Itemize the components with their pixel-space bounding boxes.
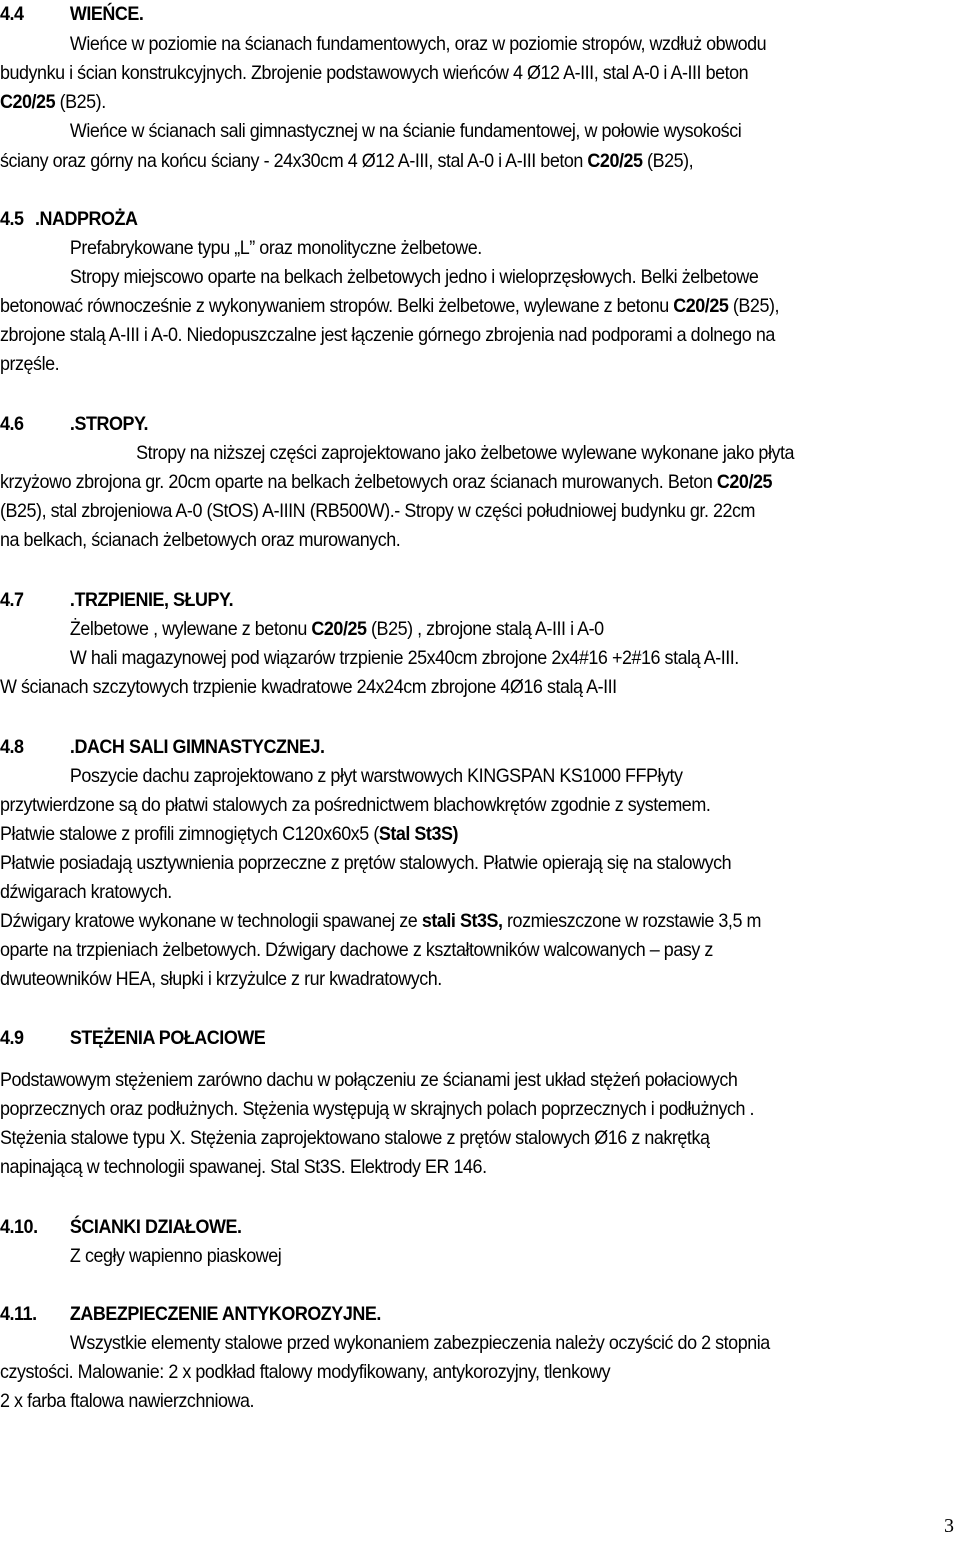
paragraph-line: Podstawowym stężeniem zarówno dachu w połączeniu ze ścianami jest układ stężeń połaciowych	[0, 1069, 738, 1091]
text-span: (B25),	[728, 295, 780, 317]
paragraph-line: czystości. Malowanie: 2 x podkład ftalowy modyfikowany, antykorozyjny, tlenkowy	[0, 1361, 611, 1383]
section-title: ZABEZPIECZENIE ANTYKOROZYJNE.	[69, 1303, 381, 1325]
paragraph-line: W hali magazynowej pod wiązarów trzpienie 25x40cm zbrojone 2x4#16 +2#16 stalą A-III.	[69, 647, 739, 669]
paragraph-line: Płatwie posiadają usztywnienia poprzeczne z prętów stalowych. Płatwie opierają się na stalowych	[0, 852, 732, 874]
text-span: Dźwigary kratowe wykonane w technologii spawanej ze	[0, 910, 422, 932]
paragraph-line: Stropy miejscowo oparte na belkach żelbetowych jedno i wieloprzęsłowych. Belki żelbetowe	[69, 266, 759, 288]
section-number: 4.6	[0, 413, 24, 435]
paragraph-line: napinającą w technologii spawanej. Stal St3S. Elektrody ER 146.	[0, 1156, 487, 1178]
section-title: .TRZPIENIE, SŁUPY.	[69, 589, 234, 611]
section-number: 4.5	[0, 208, 24, 230]
paragraph-line: budynku i ścian konstrukcyjnych. Zbrojenie podstawowych wieńców 4 Ø12 A-III, stal A-0 i A-III beton	[0, 62, 749, 84]
paragraph-line: przęśle.	[0, 353, 60, 375]
section-title: ŚCIANKI DZIAŁOWE.	[69, 1216, 242, 1238]
paragraph-line: Wieńce w poziomie na ścianach fundamentowych, oraz w poziomie stropów, wzdłuż obwodu	[69, 33, 767, 55]
paragraph-line: Z cegły wapienno piaskowej	[69, 1245, 282, 1267]
section-number: 4.8	[0, 736, 24, 758]
paragraph-line: Prefabrykowane typu „L” oraz monolityczne żelbetowe.	[69, 237, 482, 259]
text-span: (B25).	[55, 91, 106, 113]
text-span: betonować równocześnie z wykonywaniem stropów. Belki żelbetowe, wylewane z betonu	[0, 295, 674, 317]
paragraph-line: przytwierdzone są do płatwi stalowych za pośrednictwem blachowkrętów zgodnie z systemem.	[0, 794, 711, 816]
text-span: krzyżowo zbrojona gr. 20cm oparte na belkach żelbetowych oraz ścianach murowanych. Beton	[0, 471, 717, 493]
paragraph-line	[0, 292, 779, 320]
paragraph-line: Poszycie dachu zaprojektowano z płyt warstwowych KINGSPAN KS1000 FFPłyty	[69, 765, 683, 787]
section-title: .DACH SALI GIMNASTYCZNEJ.	[69, 736, 325, 758]
text-span: Płatwie stalowe z profili zimnogiętych C120x60x5 (	[0, 823, 379, 845]
section-number: 4.7	[0, 589, 24, 611]
bold-text: C20/25	[716, 471, 773, 493]
text-span: rozmieszczone w rozstawie 3,5 m	[502, 910, 761, 932]
section-title: .STROPY.	[69, 413, 148, 435]
section-number: 4.9	[0, 1027, 24, 1049]
paragraph-line: dźwigarach kratowych.	[0, 881, 172, 903]
paragraph-line	[0, 147, 693, 175]
section-number: 4.4	[0, 3, 24, 25]
paragraph-line: poprzecznych oraz podłużnych. Stężenia występują w skrajnych polach poprzecznych i podłużnych .	[0, 1098, 755, 1120]
paragraph-line	[0, 468, 772, 496]
bold-text: Stal St3S)	[378, 823, 458, 845]
paragraph-line: 2 x farba ftalowa nawierzchniowa.	[0, 1390, 255, 1412]
text-span: ściany oraz górny na końcu ściany - 24x30cm 4 Ø12 A-III, stal A-0 i A-III beton	[0, 150, 588, 172]
paragraph-line	[70, 615, 604, 643]
paragraph-line: W ścianach szczytowych trzpienie kwadratowe 24x24cm zbrojone 4Ø16 stalą A-III	[0, 676, 617, 698]
bold-text: C20/25	[673, 295, 729, 317]
section-number: 4.11.	[0, 1303, 37, 1325]
section-title: WIEŃCE.	[69, 3, 144, 25]
text-span: Żelbetowe , wylewane z betonu	[69, 618, 312, 640]
paragraph-line: zbrojone stalą A-III i A-0. Niedopuszczalne jest łączenie górnego zbrojenia nad podporami a dolnego na	[0, 324, 775, 346]
paragraph-line: Wszystkie elementy stalowe przed wykonaniem zabezpieczenia należy oczyścić do 2 stopnia	[69, 1332, 770, 1354]
text-span: (B25) , zbrojone stalą A-III i A-0	[366, 618, 604, 640]
section-title: STĘŻENIA POŁACIOWE	[69, 1027, 266, 1049]
paragraph-line: dwuteowników HEA, słupki i krzyżulce z rur kwadratowych.	[0, 968, 442, 990]
paragraph-line: Stropy na niższej części zaprojektowano jako żelbetowe wylewane wykonane jako płyta	[136, 442, 795, 464]
bold-text: C20/25	[311, 618, 367, 640]
paragraph-line: (B25), stal zbrojeniowa A-0 (StOS) A-IIIN (RB500W).- Stropy w części południowej budynku gr. 22cm	[0, 500, 756, 522]
paragraph-line: oparte na trzpieniach żelbetowych. Dźwigary dachowe z kształtowników walcowanych – pasy z	[0, 939, 713, 961]
page-number: 3	[944, 1515, 954, 1537]
paragraph-line: Stężenia stalowe typu X. Stężenia zaprojektowano stalowe z prętów stalowych Ø16 z nakrętką	[0, 1127, 710, 1149]
bold-text: stali St3S,	[421, 910, 503, 932]
section-number: 4.10.	[0, 1216, 38, 1238]
paragraph-line	[0, 88, 106, 116]
paragraph-line	[0, 820, 458, 848]
paragraph-line: Wieńce w ścianach sali gimnastycznej w na ścianie fundamentowej, w połowie wysokości	[69, 120, 742, 142]
bold-text: C20/25	[0, 91, 56, 113]
section-title: .NADPROŻA	[34, 208, 138, 230]
bold-text: C20/25	[587, 150, 643, 172]
paragraph-line: na belkach, ścianach żelbetowych oraz murowanych.	[0, 529, 401, 551]
paragraph-line	[0, 907, 761, 935]
text-span: (B25),	[642, 150, 694, 172]
